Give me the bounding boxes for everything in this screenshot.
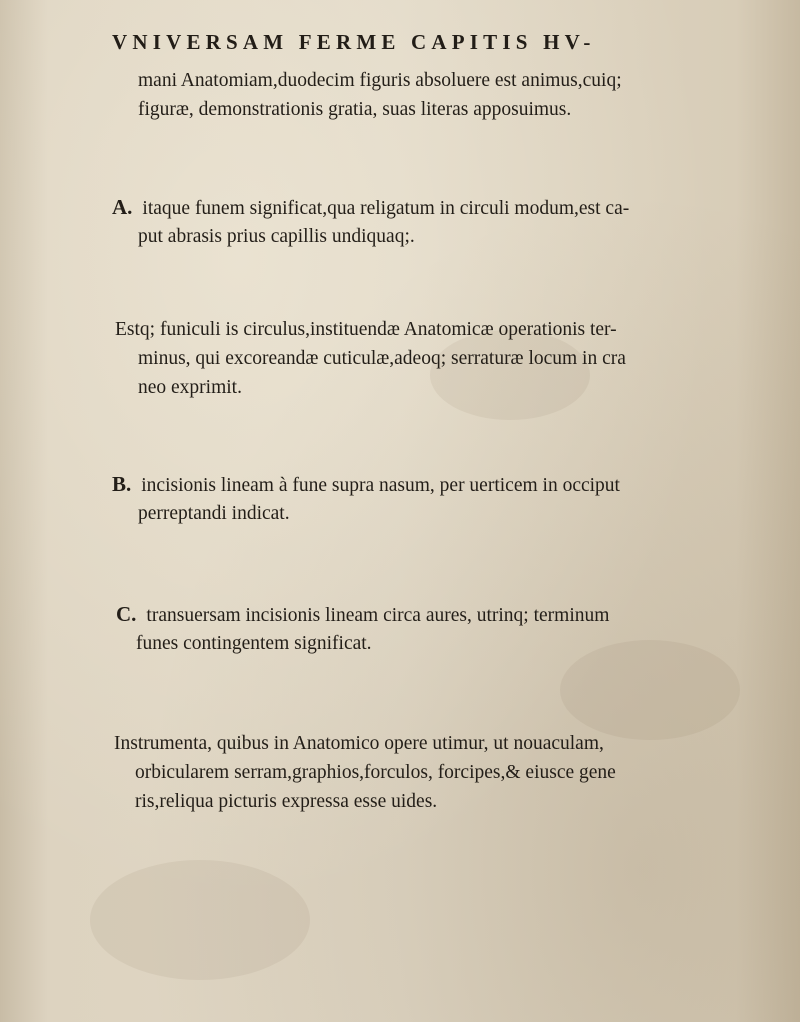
text-line: funes contingentem significat. (136, 633, 372, 654)
entry-c (116, 600, 609, 658)
entry-marker: C. (116, 602, 137, 626)
text-line: neo exprimit. (138, 377, 242, 398)
intro-paragraph (138, 66, 622, 124)
text-line: put abrasis prius capillis undiquaq;. (138, 226, 415, 247)
text-line: figuræ, demonstrationis gratia, suas literas apposuimus. (138, 99, 572, 120)
text-line (112, 193, 629, 222)
entry-text: itaque funem significat,qua religatum in circuli modum,est ca- (142, 198, 630, 219)
running-head: VNIVERSAM FERME CAPITIS HV- (112, 30, 596, 54)
entry-b (112, 470, 620, 528)
text-line: perreptandi indicat. (138, 503, 290, 524)
paper-stain (90, 860, 310, 980)
text-line (116, 600, 609, 629)
entry-text: incisionis lineam à fune supra nasum, per uerticem in occiput (141, 475, 620, 496)
text-line: mani Anatomiam,duodecim figuris absoluere est animus,cuiq; (138, 70, 622, 91)
text-line: Instrumenta, quibus in Anatomico opere utimur, ut nouaculam, (114, 733, 604, 754)
text-line: Estq; funiculi is circulus,instituendæ Anatomicæ operationis ter- (115, 319, 617, 340)
entry-instruments (114, 729, 616, 816)
text-line (112, 470, 620, 499)
entry-marker: B. (112, 472, 132, 496)
entry-circle (115, 315, 626, 402)
entry-a (112, 193, 629, 251)
text-line: orbicularem serram,graphios,forculos, forcipes,& eiusce gene (135, 762, 616, 783)
entry-marker: A. (112, 195, 133, 219)
text-line: minus, qui excoreandæ cuticulæ,adeoq; serraturæ locum in cra (138, 348, 626, 369)
text-line: ris,reliqua picturis expressa esse uides. (135, 791, 438, 812)
entry-text: transuersam incisionis lineam circa aures, utrinq; terminum (146, 605, 610, 626)
